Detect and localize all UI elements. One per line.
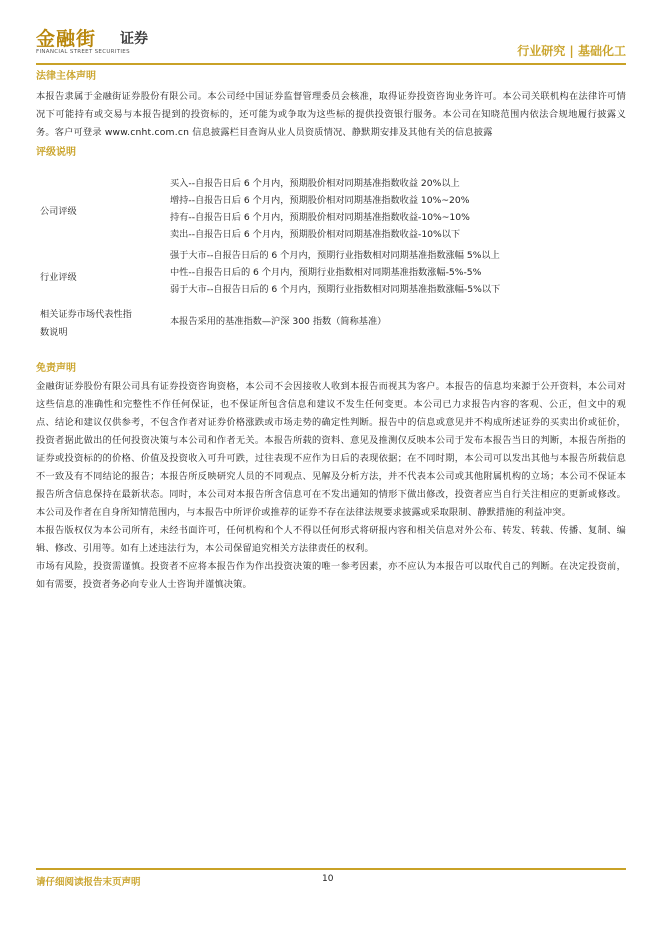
disclaimer-paragraph: 本报告版权仅为本公司所有，未经书面许可，任何机构和个人不得以任何形式将研报内容和相关信息对外公布、转发、转载、传播、复制、编辑、修改、引用等。如有上述违法行为，本公司保留追究相关方法律责任的权利。: [36, 525, 626, 554]
rating-table: [36, 162, 626, 370]
logo-en-text: FINANCIAL STREET SECURITIES: [36, 49, 130, 55]
footer-divider: [36, 868, 626, 870]
benchmark-label: [40, 306, 132, 342]
main-content: [36, 68, 626, 594]
report-category: 行业研究 | 基础化工: [517, 44, 626, 58]
page-header: [36, 22, 626, 62]
industry-rating-line: 强于大市--自报告日后的 6 个月内，预期行业指数相对同期基准指数涨幅 5%以上: [170, 250, 500, 261]
page-number: 10: [322, 874, 334, 884]
logo-zq-text: 证券: [120, 31, 148, 47]
rating-section-title: 评级说明: [36, 147, 76, 158]
company-rating-line: 卖出--自报告日后 6 个月内，预期股价相对同期基准指数收益-10%以下: [170, 229, 461, 240]
industry-rating-line: 中性--自报告日后的 6 个月内，预期行业指数相对同期基准指数涨幅-5%-5%: [170, 267, 482, 278]
industry-rating-label: 行业评级: [40, 272, 77, 283]
benchmark-text: 本报告采用的基准指数—沪深 300 指数（简称基准）: [170, 316, 387, 327]
company-rating-label: 公司评级: [40, 206, 77, 217]
company-rating-line: 增持--自报告日后 6 个月内，预期股价相对同期基准指数收益 10%~20%: [170, 195, 470, 206]
legal-paragraph: 本报告隶属于金融街证券股份有限公司。本公司经中国证券监督管理委员会核准，取得证券投资咨询业务许可。本公司关联机构在法律许可情况下可能持有或交易与本报告提到的投资标的，还可能为或争取为这些标的提供投资银行服务。本公司在知晓范围内依法合规地履行披露义务。客户可登录 www.cnht.com.cn 信息披露栏目查询从业人员资质情况、静默期安排及其他有关的信息披露: [36, 91, 626, 138]
company-rating-line: 买入--自报告日后 6 个月内，预期股价相对同期基准指数收益 20%以上: [170, 178, 460, 189]
company-rating-line: 持有--自报告日后 6 个月内，预期股价相对同期基准指数收益-10%~10%: [170, 212, 470, 223]
benchmark-label-line: 数说明: [40, 327, 68, 338]
disclaimer-paragraph: 金融街证券股份有限公司具有证券投资咨询资格，本公司不会因接收人收到本报告而视其为客户。本报告的信息均来源于公开资料，本公司对这些信息的准确性和完整性不作任何保证，也不保证所包含信息和建议不发生任何变更。本公司已力求报告内容的客观、公正，但文中的观点、结论和建议仅供参考，不包含作者对证券价格涨跌或市场走势的确定性判断。报告中的信息或意见并不构成所述证券的买卖出价或征价，投资者据此做出的任何投资决策与本公司和作者无关。本报告所载的资料、意见及推测仅反映本公司于发布本报告当日的判断，本报告所指的证券或投资标的的价格、价值及投资收入可升可跌，过往表现不应作为日后的表现依据；在不同时期，本公司可以发出其他与本报告所载信息不一致及有不同结论的报告；本报告所反映研究人员的不同观点、见解及分析方法，并不代表本公司或其他附属机构的立场；本公司不保证本报告所含信息保持在最新状态。同时，本公司对本报告所含信息可在不发出通知的情形下做出修改，投资者应当自行关注相应的更新或修改。本公司及作者在自身所知情范围内，与本报告中所评价或推荐的证券不存在法律法规要求披露或采取限制、静默措施的利益冲突。: [36, 381, 626, 518]
footer-notice: 请仔细阅读报告末页声明: [36, 877, 141, 888]
benchmark-label-line: 相关证券市场代表性指: [40, 309, 132, 320]
disclaimer-paragraph: 市场有风险，投资需谨慎。投资者不应将本报告作为作出投资决策的唯一参考因素，亦不应认为本报告可以取代自己的判断。在决定投资前，如有需要，投资者务必向专业人士咨询并谨慎决策。: [36, 561, 626, 590]
disclaimer-section-title: 免责声明: [36, 363, 76, 374]
header-divider: [36, 63, 626, 65]
logo-cn-text: 金融街: [36, 28, 97, 50]
industry-rating-line: 弱于大市--自报告日后的 6 个月内，预期行业指数相对同期基准指数涨幅-5%以下: [170, 284, 501, 295]
legal-section-title: 法律主体声明: [36, 71, 96, 82]
